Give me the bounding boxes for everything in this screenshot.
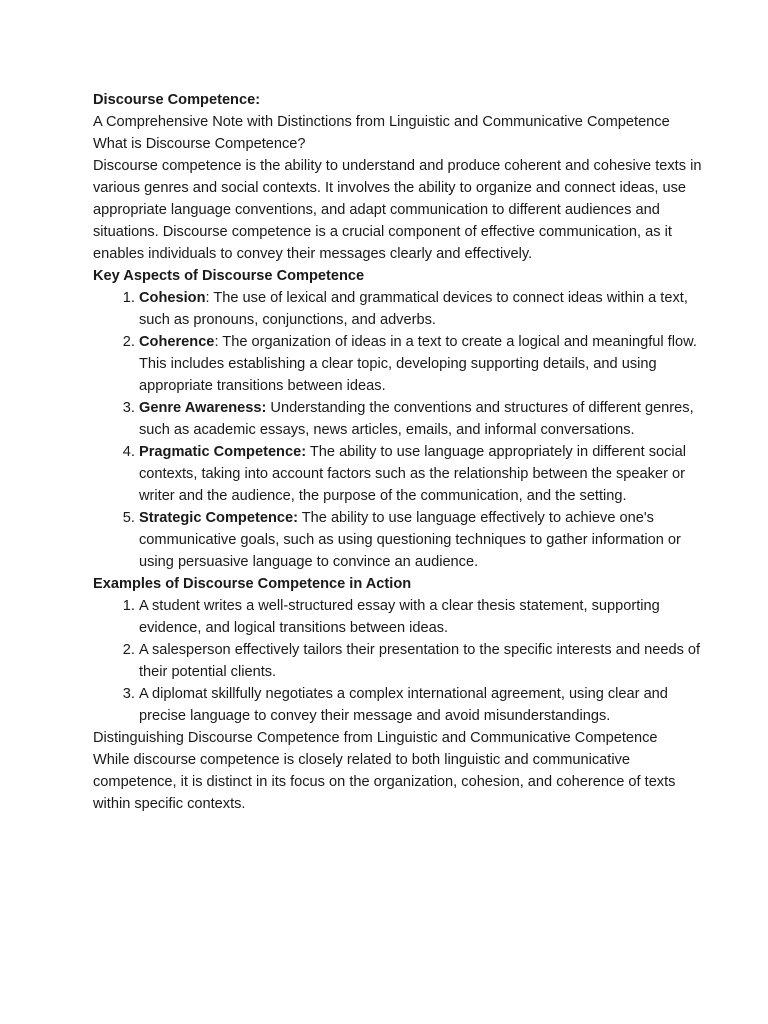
list-item: 1. A student writes a well-structured essay with a clear thesis statement, supporting evidence, and logical transitions between ideas.: [139, 595, 708, 639]
examples-list: [93, 595, 708, 727]
list-item: [139, 397, 708, 441]
aspect-term: Strategic Competence:: [139, 510, 298, 526]
list-item: [139, 331, 708, 397]
list-item: 2. A salesperson effectively tailors their presentation to the specific interests and needs of their potential clients.: [139, 639, 708, 683]
aspect-text: : The use of lexical and grammatical devices to connect ideas within a text, such as pronouns, conjunctions, and adverbs.: [139, 290, 688, 328]
distinguish-paragraph: While discourse competence is closely related to both linguistic and communicative competence, it is distinct in its focus on the organization, cohesion, and coherence of texts within specific contexts.: [93, 752, 676, 812]
section-question: What is Discourse Competence?: [93, 136, 306, 152]
aspect-text: The ability to use language appropriately in different social contexts, taking into account factors such as the relationship between the speaker or writer and the audience, the purpose of the communication, and the setting.: [139, 444, 687, 504]
list-item: [139, 507, 708, 573]
doc-subtitle: A Comprehensive Note with Distinctions from Linguistic and Communicative Competence: [93, 114, 670, 130]
aspect-term: Genre Awareness:: [139, 400, 267, 416]
list-item: [139, 441, 708, 507]
doc-title: Discourse Competence:: [93, 92, 261, 108]
examples-heading: Examples of Discourse Competence in Action: [93, 576, 412, 592]
aspect-text: The ability to use language effectively to achieve one's communicative goals, such as using questioning techniques to gather information or using persuasive language to convince an audience.: [139, 510, 681, 570]
aspects-list: [93, 287, 708, 573]
list-item: [139, 287, 708, 331]
aspect-term: Pragmatic Competence:: [139, 444, 307, 460]
aspect-term: Coherence: [139, 334, 215, 350]
distinguish-heading: Distinguishing Discourse Competence from Linguistic and Communicative Competence: [93, 730, 658, 746]
aspect-text: Understanding the conventions and structures of different genres, such as academic essays, news articles, emails, and informal conversations.: [139, 400, 694, 438]
aspects-heading: Key Aspects of Discourse Competence: [93, 268, 365, 284]
intro-paragraph: Discourse competence is the ability to understand and produce coherent and cohesive texts in various genres and social contexts. It involves the ability to organize and connect ideas, use appropriate language conventions, and adapt communication to different audiences and situations. Discourse competence is a crucial component of effective communication, as it enables individuals to convey their messages clearly and effectively.: [93, 158, 702, 262]
aspect-text: : The organization of ideas in a text to create a logical and meaningful flow. This includes establishing a clear topic, developing supporting details, and using appropriate transitions between ideas.: [139, 334, 697, 394]
aspect-term: Cohesion: [139, 290, 206, 306]
list-item: 3. A diplomat skillfully negotiates a complex international agreement, using clear and precise language to convey their message and avoid misunderstandings.: [139, 683, 708, 727]
